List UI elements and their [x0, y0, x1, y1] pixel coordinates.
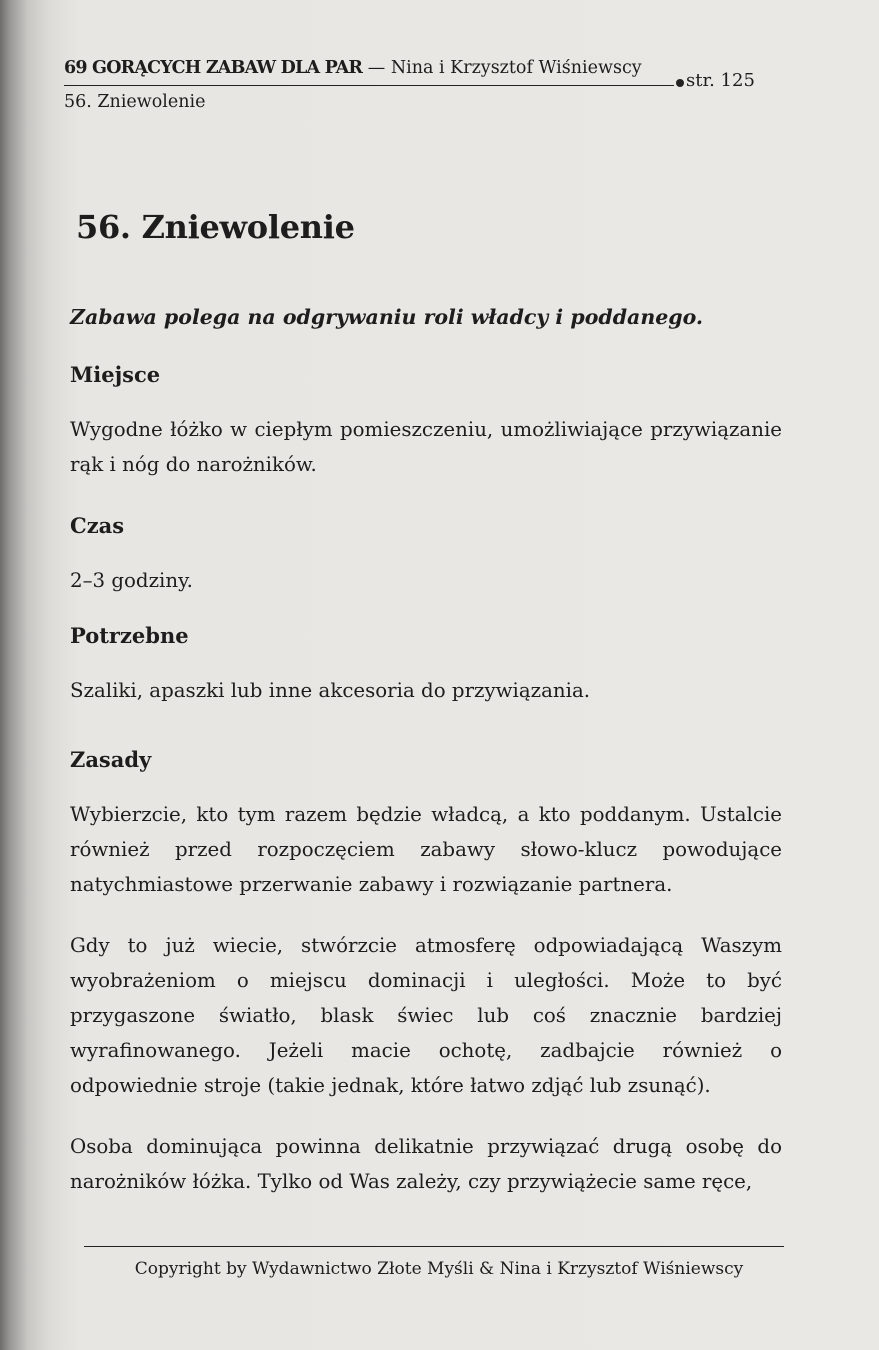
chapter-content	[70, 300, 782, 1225]
page-number: str. 125	[686, 70, 755, 91]
chapter-intro: Zabawa polega na odgrywaniu roli władcy i poddanego.	[70, 305, 704, 329]
running-header	[64, 58, 764, 112]
potrzebne-text: Szaliki, apaszki lub inne akcesoria do przywiązania.	[70, 679, 591, 702]
heading-zasady: Zasady	[70, 747, 152, 772]
book-authors: — Nina i Krzysztof Wiśniewscy	[362, 58, 642, 78]
chapter-title: 56. Zniewolenie	[76, 208, 355, 246]
bullet-icon	[676, 79, 684, 87]
miejsce-text: Wygodne łóżko w ciepłym pomieszczeniu, umożliwiające przywiązanie rąk i nóg do narożników.	[70, 418, 782, 476]
heading-czas: Czas	[70, 513, 125, 538]
copyright-notice: Copyright by Wydawnictwo Złote Myśli & Nina i Krzysztof Wiśniewscy	[134, 1259, 744, 1279]
zasady-paragraph-1: Wybierzcie, kto tym razem będzie władcą, a kto poddanym. Ustalcie również przed rozpoczęciem zabawy słowo-klucz powodujące natychmiastowe przerwanie zabawy i rozwiązanie partnera.	[70, 803, 782, 896]
header-section: 56. Zniewolenie	[64, 92, 206, 112]
book-title: 69 GORĄCYCH ZABAW DLA PAR	[64, 58, 363, 78]
heading-miejsce: Miejsce	[70, 362, 161, 387]
zasady-paragraph-3: Osoba dominująca powinna delikatnie przywiązać drugą osobę do narożników łóżka. Tylko od Was zależy, czy przywiążecie same ręce,	[70, 1135, 782, 1193]
footer-rule	[84, 1246, 784, 1247]
czas-text: 2–3 godziny.	[70, 569, 193, 592]
zasady-paragraph-2: Gdy to już wiecie, stwórzcie atmosferę odpowiadającą Waszym wyobrażeniom o miejscu dominacji i uległości. Może to być przygaszone światło, blask świec lub coś znacznie bardziej wyrafinowanego. Jeżeli macie ochotę, zadbajcie również o odpowiednie stroje (takie jednak, które łatwo zdjąć lub zsunąć).	[70, 934, 782, 1097]
header-line	[64, 58, 764, 91]
heading-potrzebne: Potrzebne	[70, 623, 189, 648]
header-rule	[64, 85, 674, 86]
page-footer	[84, 1246, 784, 1279]
